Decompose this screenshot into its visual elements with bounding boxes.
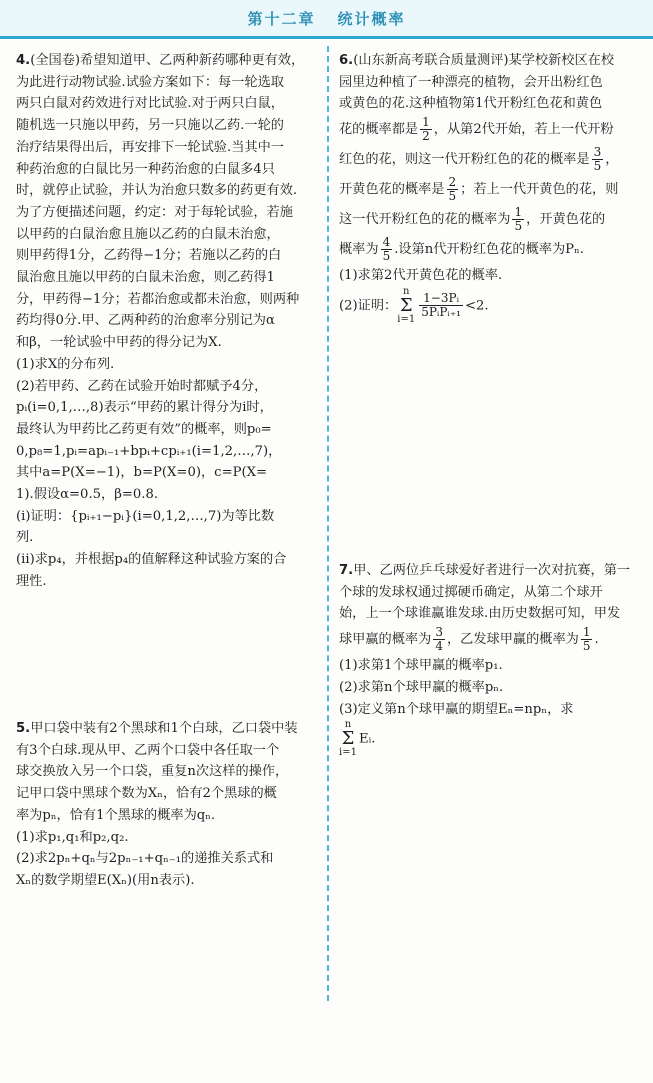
q4-line: 药均得0分.甲、乙两种药的治愈率分别记为α (16, 313, 275, 329)
column-divider (327, 46, 329, 1001)
q6-frac-line: 这一代开粉红色的花的概率为 $\frac{1}{5}$ ，开黄色花的 (339, 205, 606, 234)
summation: n Σ i=1 (339, 719, 357, 759)
q6-frac-line: 概率为 $\frac{4}{5}$ .设第n代开粉红色花的概率为Pₙ. (339, 235, 584, 264)
question-number: 6. (339, 53, 354, 68)
chapter-label: 第十二章 (247, 10, 316, 28)
q4-line: 0,p₈=1,pᵢ=apᵢ₋₁+bpᵢ+cpᵢ₊₁(i=1,2,…,7)， (16, 443, 282, 459)
q4-line: 为了方便描述问题，约定：对于每轮试验，若施 (16, 204, 293, 220)
fraction: $\frac{3}{4}$ (435, 625, 443, 654)
fraction: $\frac{1}{2}$ (422, 115, 430, 144)
fraction: $\frac{1}{5}$ (514, 205, 523, 234)
q4-line: 则甲药得1分，乙药得−1分；若施以乙药的白 (16, 248, 282, 264)
question-number: 5. (16, 721, 31, 736)
header-rule (0, 36, 653, 39)
page-header (0, 0, 653, 42)
q6-part: (1)求第2代开黄色花的概率. (339, 268, 503, 284)
q4-part: (2)若甲药、乙药在试验开始时都赋予4分， (16, 378, 268, 394)
q6-line: 或黄色的花.这种植物第1代开粉红色花和黄色 (339, 96, 603, 112)
fraction: $\frac{1}{5}$ (582, 625, 591, 654)
q4-part: (1)求X的分布列. (16, 356, 115, 372)
q4-part: (ii)求p₄，并根据p₄的值解释这种试验方案的合 (16, 552, 287, 568)
q5-part: (2)求2pₙ+qₙ与2pₙ₋₁+qₙ₋₁的递推关系式和 (16, 851, 274, 867)
q5-line: 记甲口袋中黑球个数为Xₙ，恰有2个黑球的概 (16, 786, 277, 802)
fraction: $\frac{2}{5}$ (448, 175, 457, 204)
question-number: 7. (339, 563, 354, 578)
q5-part: (1)求p₁,q₁和p₂,q₂. (16, 829, 129, 845)
q4-line: 分，甲药得−1分；若都治愈或都未治愈，则两种 (16, 291, 300, 307)
q4-line: 列. (16, 530, 34, 546)
q4-line: 最终认为甲药比乙药更有效”的概率，则p₀= (16, 421, 272, 437)
q5-line: 率为pₙ，恰有1个黑球的概率为qₙ. (16, 807, 216, 823)
question-7 (339, 560, 639, 758)
q7-part: (1)求第1个球甲赢的概率p₁. (339, 658, 503, 674)
q6-frac-line: 花的概率都是 $\frac{1}{2}$ ，从第2代开始，若上一代开粉 (339, 115, 614, 144)
q7-sum-line: n Σ i=1Eᵢ. (339, 719, 376, 759)
q7-line: 7.甲、乙两位乒乓球爱好者进行一次对抗赛，第一 (339, 563, 631, 578)
q4-line: 两只白鼠对药效进行对比试验.对于两只白鼠， (16, 96, 284, 112)
q4-part: (i)证明：{pᵢ₊₁−pᵢ}(i=0,1,2,…,7)为等比数 (16, 508, 275, 524)
summation: n Σ i=1 (397, 285, 416, 325)
q4-line: 治疗结果得出后，再安排下一轮试验.当其中一 (16, 139, 284, 155)
q6-line: 园里边种植了一种漂亮的植物，会开出粉红色 (339, 74, 603, 90)
q4-line: 为此进行动物试验.试验方案如下：每一轮选取 (16, 74, 284, 90)
q7-line: 个球的发球权通过掷硬币确定，从第二个球开 (339, 584, 603, 600)
fraction: $\frac{4}{5}$ (382, 235, 391, 264)
q7-part: (2)求第n个球甲赢的概率pₙ. (339, 679, 504, 695)
fraction: $\frac{3}{5}$ (593, 145, 602, 174)
q6-frac-line: 开黄色花的概率是 $\frac{2}{5}$ ；若上一代开黄色的花，则 (339, 175, 619, 204)
q4-line: 4.(全国卷)希望知道甲、乙两种新药哪种更有效， (16, 53, 305, 68)
q4-line: 时，就停止试验，并认为治愈只数多的药更有效. (16, 183, 298, 199)
question-5 (16, 718, 319, 892)
q7-part: (3)定义第n个球甲赢的期望Eₙ=npₙ，求 (339, 701, 574, 717)
q4-line: pᵢ(i=0,1,…,8)表示“甲药的累计得分为i时， (16, 400, 273, 416)
q5-line: 5.甲口袋中装有2个黑球和1个白球，乙口袋中装 (16, 721, 298, 736)
q4-line: 以甲药的白鼠治愈且施以乙药的白鼠未治愈， (16, 226, 280, 242)
section-label: 统计概率 (337, 10, 406, 28)
q5-line: 球交换放入另一个口袋，重复n次这样的操作， (16, 764, 289, 780)
question-6 (339, 50, 639, 325)
q4-line: 理性. (16, 573, 47, 589)
q4-line: 鼠治愈且施以甲药的白鼠未治愈，则乙药得1 (16, 270, 275, 286)
q6-part: (2)证明：n Σ i=1 $\frac{\text{1−3Pᵢ}}{\text{5PᵢPᵢ₊₁}}$ <2. (339, 285, 489, 325)
q5-line: 有3个白球.现从甲、乙两个口袋中各任取一个 (16, 742, 280, 758)
q6-frac-line: 红色的花，则这一代开粉红色的花的概率是 $\frac{3}{5}$ ， (339, 145, 619, 174)
q7-frac-line: 球甲赢的概率为 $\frac{3}{4}$ ，乙发球甲赢的概率为 $\frac{1}{5}$ . (339, 625, 599, 654)
question-number: 4. (16, 53, 31, 68)
fraction: $\frac{\text{1−3Pᵢ}}{\text{5PᵢPᵢ₊₁}}$ (421, 291, 461, 320)
q4-line: 随机选一只施以甲药，另一只施以乙药.一轮的 (16, 118, 284, 134)
q5-line: Xₙ的数学期望E(Xₙ)(用n表示). (16, 872, 195, 888)
q6-line: 6.(山东新高考联合质量测评)某学校新校区在校 (339, 53, 615, 68)
q4-line: 和β，一轮试验中甲药的得分记为X. (16, 335, 222, 351)
q4-line: 1).假设α=0.5，β=0.8. (16, 487, 159, 503)
q7-line: 始，上一个球谁赢谁发球.由历史数据可知，甲发 (339, 606, 621, 622)
question-4 (16, 50, 319, 593)
header-title (0, 8, 653, 29)
q4-line: 种药治愈的白鼠比另一种药治愈的白鼠多4只 (16, 161, 275, 177)
q4-line: 其中a=P(X=−1)，b=P(X=0)，c=P(X= (16, 465, 268, 481)
